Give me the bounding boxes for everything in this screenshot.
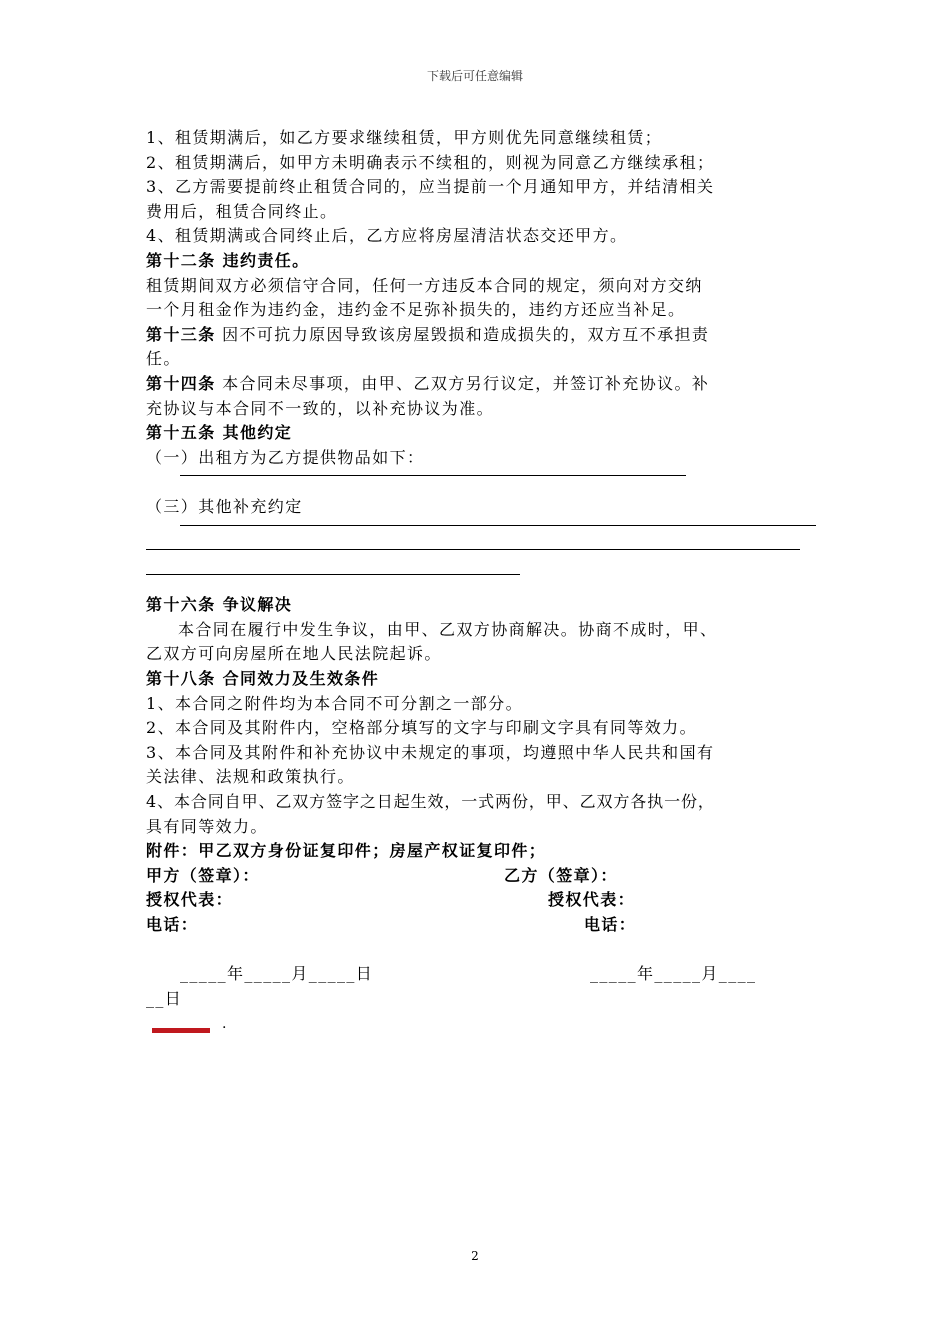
article-18-item-3-cont: 关法律、法规和政策执行。: [146, 767, 355, 787]
representative-row: [146, 888, 816, 913]
renewal-item-1: 1、租赁期满后，如乙方要求继续租赁，甲方则优先同意继续租赁；: [146, 128, 663, 147]
article-13-text: 因不可抗力原因导致该房屋毁损和造成损失的，双方互不承担责: [215, 324, 710, 344]
article-16-line-2: 乙双方可向房屋所在地人民法院起诉。: [146, 644, 442, 664]
article-12-title: 第十二条 违约责任。: [146, 250, 310, 270]
article-18-title: 第十八条 合同效力及生效条件: [146, 669, 380, 689]
article-16-title: 第十六条 争议解决: [146, 595, 293, 615]
article-18-item-2: 2、本合同及其附件内，空格部分填写的文字与印刷文字具有同等效力。: [146, 718, 697, 738]
end-mark: .: [222, 1016, 227, 1032]
party-a-phone-label: 电话：: [146, 915, 199, 934]
page-number: 2: [471, 1249, 479, 1263]
phone-row: [146, 913, 816, 938]
blank-line-row: [146, 569, 816, 594]
contract-body: [146, 126, 816, 1011]
article-14-text: 本合同未尽事项，由甲、乙双方另行议定，并签订补充协议。补: [215, 373, 710, 393]
article-13-title: 第十三条: [146, 324, 216, 344]
article-16-line-1: 本合同在履行中发生争议，由甲、乙双方协商解决。协商不成时，甲、: [178, 619, 718, 639]
blank-line: [146, 548, 800, 550]
article-18-item-3: 3、本合同及其附件和补充协议中未规定的事项，均遵照中华人民共和国有: [146, 742, 715, 762]
article-14-title: 第十四条: [146, 373, 216, 393]
blank-line-row: [146, 470, 816, 495]
page-header: 下载后可任意编辑: [426, 69, 523, 83]
party-signature-row: [146, 864, 816, 889]
blank-line-row: [146, 520, 816, 545]
article-14: [146, 372, 816, 397]
party-b-date-cont: __日: [146, 988, 183, 1008]
renewal-item-3: 3、乙方需要提前终止租赁合同的，应当提前一个月通知甲方，并结清相关: [146, 177, 715, 197]
red-mark: [152, 1028, 210, 1033]
party-b-date: _____年_____月____: [590, 964, 757, 984]
party-a-seal-label: 甲方（签章）：: [146, 865, 260, 885]
article-12-line-2: 一个月租金作为违约金，违约金不足弥补损失的，违约方还应当补足。: [146, 300, 686, 320]
party-b-rep-label: 授权代表：: [548, 890, 636, 910]
renewal-item-4: 4、租赁期满或合同终止后，乙方应将房屋清洁状态交还甲方。: [146, 226, 628, 246]
party-b-seal-label: 乙方（签章）：: [504, 865, 618, 885]
blank-line: [180, 524, 816, 526]
article-13: [146, 323, 816, 348]
renewal-item-2: 2、租赁期满后，如甲方未明确表示不续租的，则视为同意乙方继续承租；: [146, 152, 715, 172]
party-a-rep-label: 授权代表：: [146, 890, 234, 910]
attachments-line: 附件：甲乙双方身份证复印件；房屋产权证复印件；: [146, 841, 547, 861]
party-a-date: _____年_____月_____日: [180, 964, 374, 984]
article-12-line-1: 租赁期间双方必须信守合同，任何一方违反本合同的规定，须向对方交纳: [146, 275, 703, 295]
article-18-item-4-cont: 具有同等效力。: [146, 816, 268, 836]
blank-line: [146, 573, 520, 575]
blank-line: [180, 474, 686, 476]
article-14-cont: 充协议与本合同不一致的，以补充协议为准。: [146, 398, 495, 418]
article-18-item-4: 4、本合同自甲、乙双方签字之日起生效，一式两份，甲、乙双方各执一份，: [146, 792, 715, 812]
blank-line-row: [146, 544, 816, 569]
party-b-phone-label: 电话：: [584, 915, 637, 934]
article-18-item-1: 1、本合同之附件均为本合同不可分割之一部分。: [146, 693, 523, 713]
article-15-title: 第十五条 其他约定: [146, 423, 293, 443]
date-row: [146, 962, 816, 987]
article-13-cont: 任。: [146, 349, 181, 369]
article-15-item-1: （一）出租方为乙方提供物品如下：: [146, 447, 425, 467]
renewal-item-3-cont: 费用后，租赁合同终止。: [146, 201, 338, 221]
article-15-item-3: （三）其他补充约定: [146, 496, 303, 516]
